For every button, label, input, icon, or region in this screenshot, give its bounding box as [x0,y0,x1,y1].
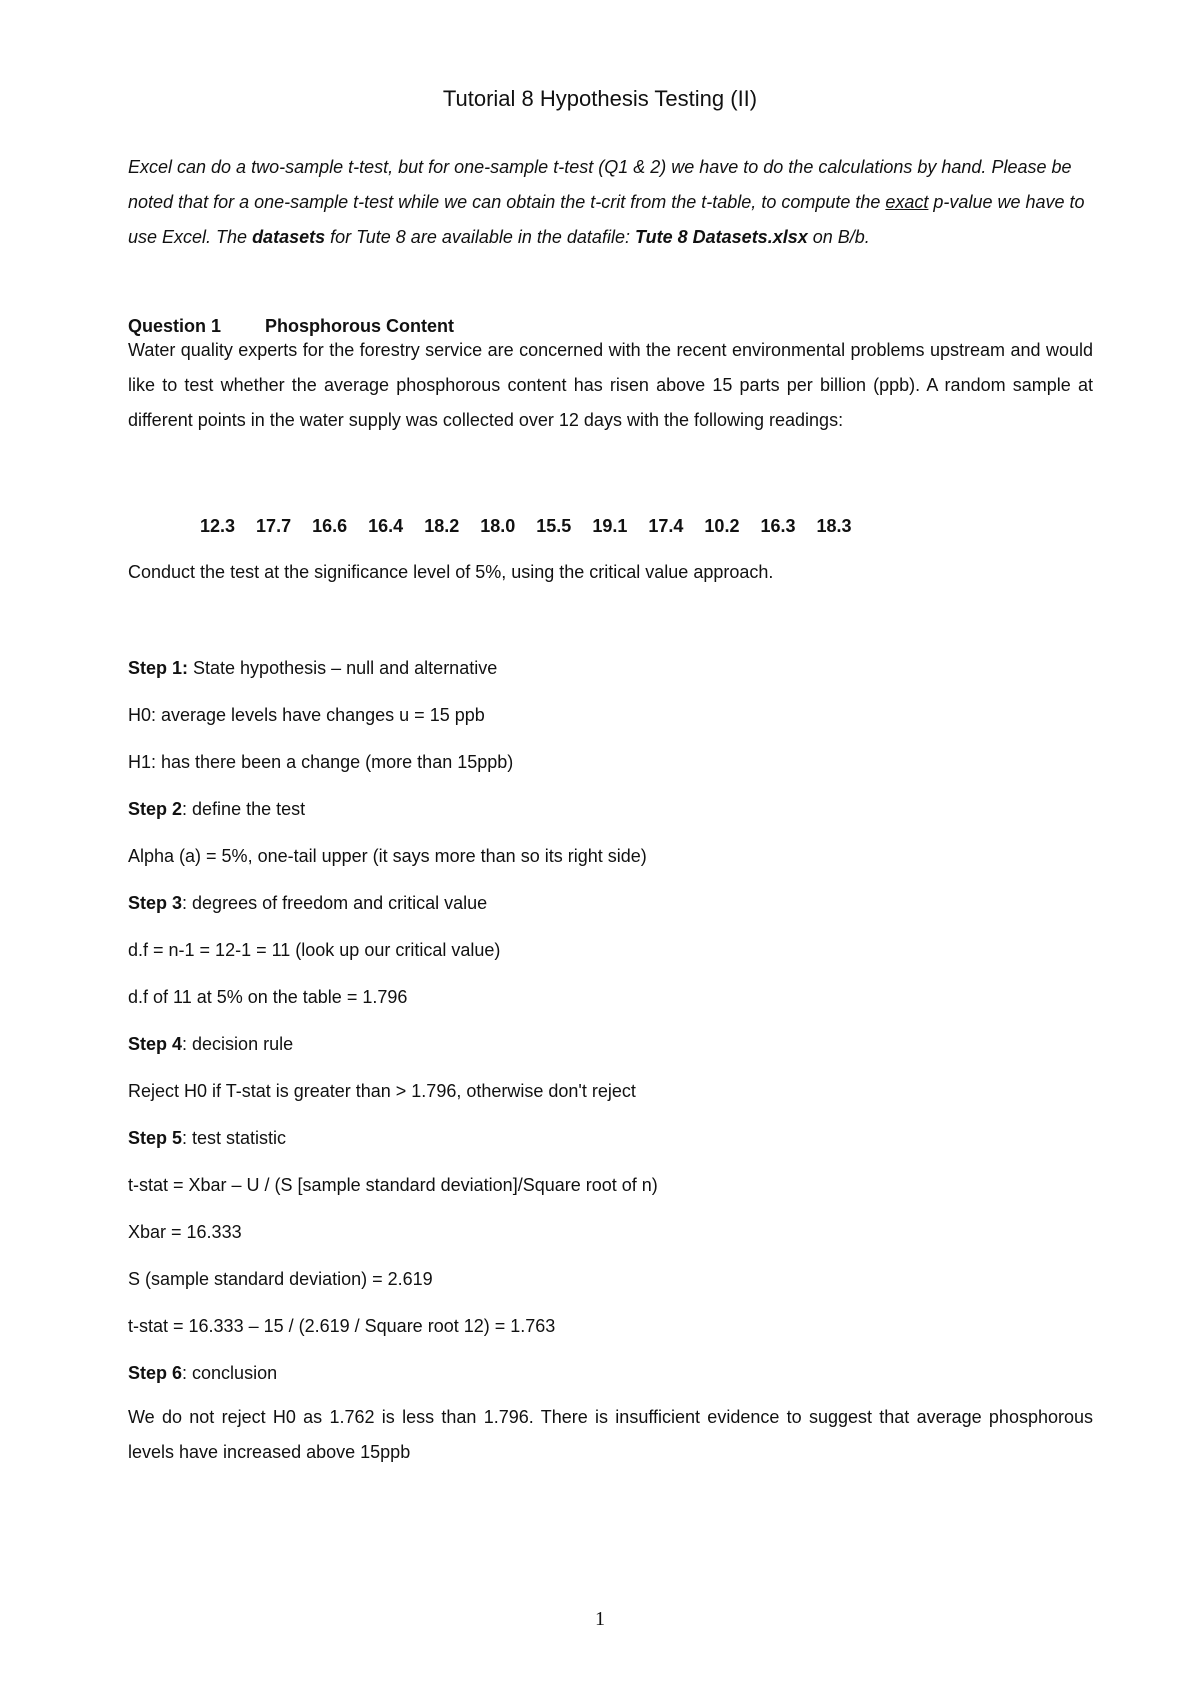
readings-row [200,516,873,537]
page-number: 1 [595,1608,605,1630]
tstat-formula-line [128,1175,658,1196]
step-text: State hypothesis – null and alternative [188,658,498,678]
reading-value: 16.3 [760,516,796,536]
intro-text-4: on B/b. [807,227,870,247]
step-label: Step 6 [128,1363,183,1383]
xbar-line [128,1222,242,1243]
tstat-value-line [128,1316,555,1337]
intro-filename: Tute 8 Datasets.xlsx [634,227,808,247]
step-label: Step 1: [128,658,189,678]
alpha-line [128,846,647,867]
conclusion-paragraph: We do not reject H0 as 1.762 is less than 1.796. There is insufficient evidence to suggest that average phosphorous levels have increased above 15ppb [128,1407,1093,1462]
reading-value: 19.1 [592,516,628,536]
step-label: Step 2 [128,799,183,819]
question-title: Phosphorous Content [265,316,454,336]
intro-text-2: p-value we have to use Excel. The [128,192,1085,247]
step-text: H1: has there been a change (more than 15ppb) [128,752,514,772]
reading-value: 12.3 [200,516,236,536]
question-instruction: Conduct the test at the significance level of 5%, using the critical value approach. [128,562,774,582]
intro-datasets: datasets [252,227,326,247]
page-title: Tutorial 8 Hypothesis Testing (II) [442,86,758,111]
reading-value: 16.6 [312,516,348,536]
intro-paragraph [128,150,1093,255]
step-text: : test statistic [182,1128,287,1148]
step-text: : degrees of freedom and critical value [182,893,488,913]
step-6 [128,1363,277,1384]
step-text: : conclusion [182,1363,278,1383]
std-dev-line [128,1269,433,1290]
question-body: Water quality experts for the forestry service are concerned with the recent environmental problems upstream and would like to test whether the average phosphorous content has risen above 15 parts per billion (ppb). A random sample at different points in the water supply was collected over 12 days with the following readings: [128,340,1093,430]
reading-value: 18.3 [816,516,852,536]
hypothesis-alternative [128,752,513,773]
intro-exact: exact [885,192,929,212]
step-text: H0: average levels have changes u = 15 ppb [128,705,485,725]
reading-value: 17.4 [648,516,684,536]
step-5 [128,1128,286,1149]
step-label: Step 4 [128,1034,183,1054]
reading-value: 16.4 [368,516,404,536]
reading-value: 18.0 [480,516,516,536]
decision-rule-line [128,1081,636,1102]
step-1 [128,658,497,679]
intro-text-3: for Tute 8 are available in the datafile: [325,227,635,247]
reading-value: 17.7 [256,516,292,536]
step-label: Step 3 [128,893,183,913]
intro-text-1: Excel can do a two-sample t-test, but for one-sample t-test (Q1 & 2) we have to do the calculations by hand. Please be noted that for a one-sample t-test while we can obtain the t-crit from the t-table, to compute the [128,157,1072,212]
df-line [128,940,500,961]
step-label: Step 5 [128,1128,183,1148]
reading-value: 15.5 [536,516,572,536]
step-text: : define the test [182,799,306,819]
step-text: Alpha (a) = 5%, one-tail upper (it says more than so its right side) [128,846,647,866]
hypothesis-null [128,705,485,726]
question-number: Question 1 [128,316,222,336]
step-text: t-stat = 16.333 – 15 / (2.619 / Square root 12) = 1.763 [128,1316,556,1336]
step-text: : decision rule [182,1034,294,1054]
step-text: S (sample standard deviation) = 2.619 [128,1269,433,1289]
step-text: d.f = n-1 = 12-1 = 11 (look up our critical value) [128,940,501,960]
step-text: d.f of 11 at 5% on the table = 1.796 [128,987,408,1007]
step-3 [128,893,487,914]
step-text: Reject H0 if T-stat is greater than > 1.796, otherwise don't reject [128,1081,636,1101]
step-4 [128,1034,293,1055]
reading-value: 10.2 [704,516,740,536]
step-2 [128,799,305,820]
reading-value: 18.2 [424,516,460,536]
critical-value-line [128,987,407,1008]
step-text: t-stat = Xbar – U / (S [sample standard deviation]/Square root of n) [128,1175,658,1195]
step-text: Xbar = 16.333 [128,1222,242,1242]
